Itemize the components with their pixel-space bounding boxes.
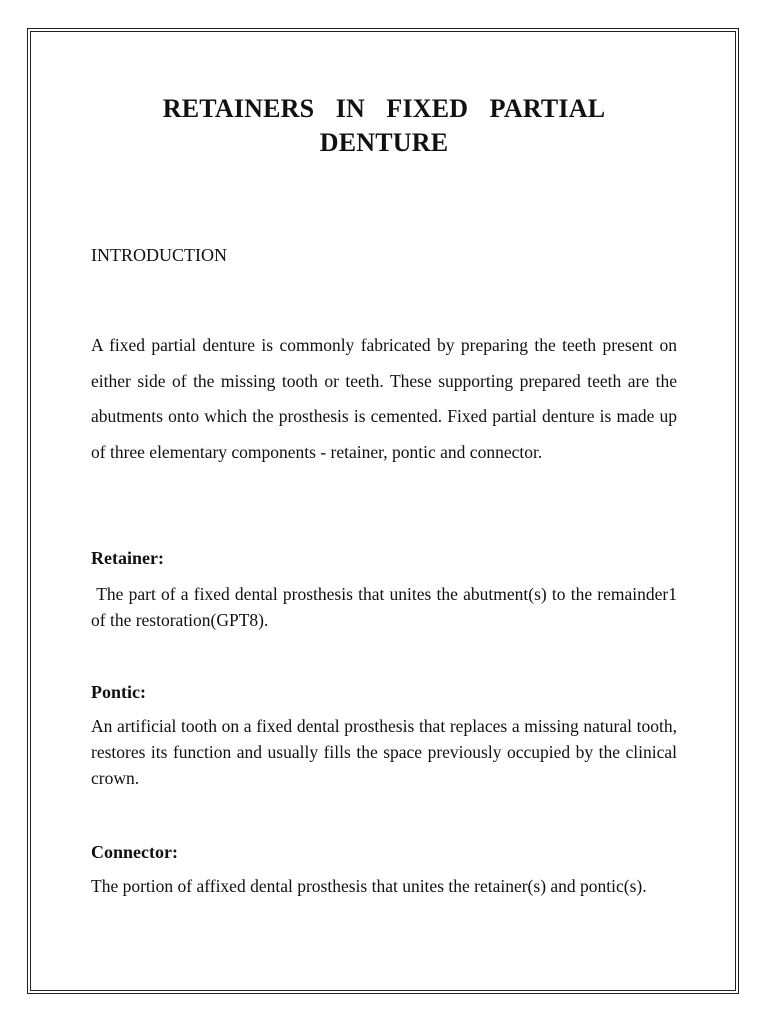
pontic-heading: Pontic: [91, 682, 146, 702]
title-line-1: RETAINERS IN FIXED PARTIAL [162, 94, 606, 123]
introduction-paragraph: A fixed partial denture is commonly fabricated by preparing the teeth present on either side of the missing tooth or teeth. These supporting prepared teeth are the abutments onto which the prosthesis is cemented. Fixed partial denture is made up of three elementary components - retainer, pontic and connector. [91, 335, 677, 462]
introduction-heading: INTRODUCTION [91, 245, 227, 265]
retainer-definition: The part of a fixed dental prosthesis that unites the abutment(s) to the remainder1 of the restoration(GPT8). [91, 584, 682, 630]
title-line-2: DENTURE [319, 128, 449, 157]
document-title [91, 92, 677, 160]
connector-definition: The portion of affixed dental prosthesis that unites the retainer(s) and pontic(s). [91, 876, 647, 896]
retainer-heading: Retainer: [91, 548, 164, 568]
pontic-definition: An artificial tooth on a fixed dental prosthesis that replaces a missing natural tooth, restores its function and usually fills the space previously occupied by the clinical crown. [91, 716, 677, 788]
document-content [91, 92, 682, 896]
connector-heading: Connector: [91, 842, 178, 862]
